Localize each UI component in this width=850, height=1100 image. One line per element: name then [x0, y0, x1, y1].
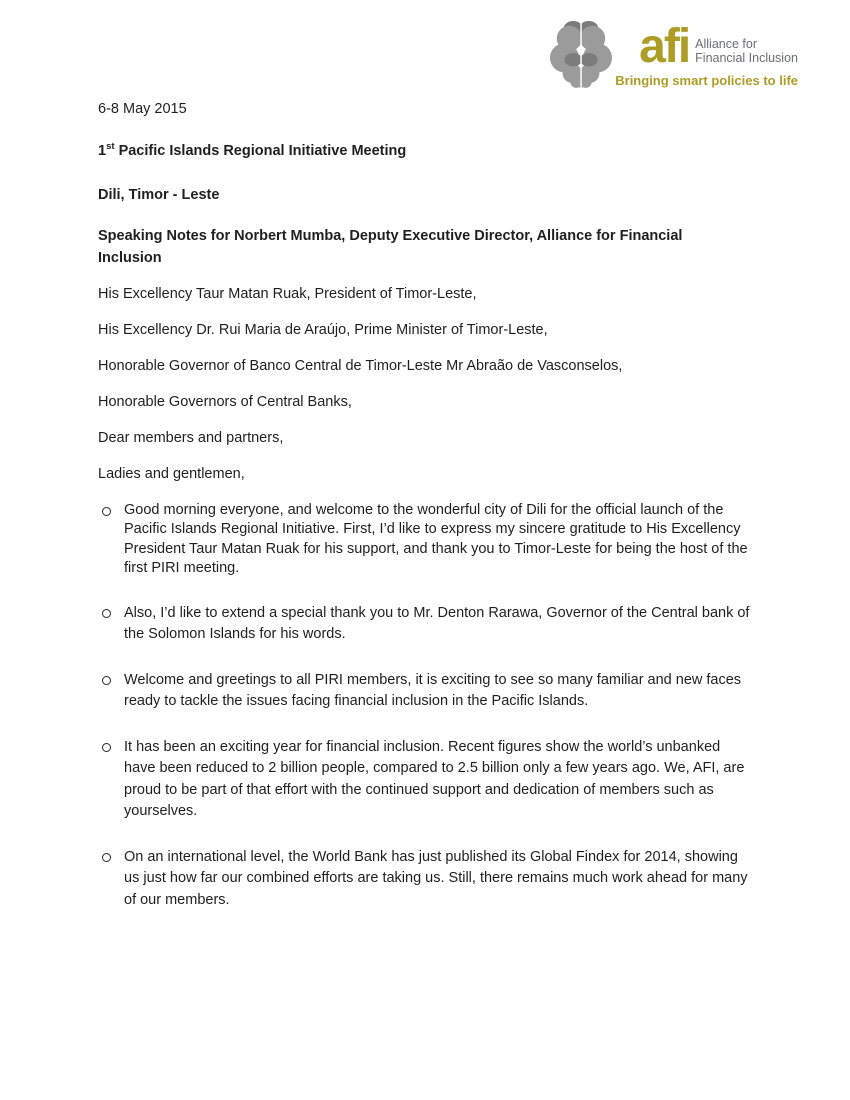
list-item: [98, 670, 754, 713]
afi-brand-wordmark: afi: [639, 20, 690, 73]
meeting-location: Dili, Timor - Leste: [98, 186, 220, 203]
meeting-date: 6-8 May 2015: [98, 101, 187, 117]
list-item: [98, 847, 754, 912]
circle-bullet-icon: [102, 609, 111, 618]
circle-bullet-icon: [102, 507, 111, 516]
salutation-line: Ladies and gentlemen,: [98, 465, 245, 482]
meeting-title-number: 1: [98, 142, 107, 159]
afi-org-name: [695, 38, 798, 65]
list-item-text: Good morning everyone, and welcome to the wonderful city of Dili for the official launch of the Pacific Islands Regional Initiative. First, I’d like to express my sincere gratitude to His Excellency President Taur Matan Ruak for his support, and thank you to Timor-Leste for being the host of the first PIRI meeting.: [124, 501, 748, 577]
list-item: [98, 501, 754, 579]
list-item: [98, 603, 754, 646]
list-item-text: Welcome and greetings to all PIRI members, it is exciting to see so many familiar and new faces ready to tackle the issues facing financial inclusion in the Pacific Islands.: [124, 671, 742, 710]
meeting-title: [98, 138, 754, 160]
circle-bullet-icon: [102, 853, 111, 862]
salutation-line: His Excellency Taur Matan Ruak, President of Timor-Leste,: [98, 285, 477, 302]
speaking-notes-list: [98, 501, 754, 912]
circle-bullet-icon: [102, 676, 111, 685]
list-item: [98, 737, 754, 823]
afi-tagline: Bringing smart policies to life: [615, 73, 798, 88]
afi-logo-mark: [549, 14, 613, 88]
list-item-text: On an international level, the World Bank has just published its Global Findex for 2014, showing us just how far our combined efforts are taking us. Still, there remains much work ahead for many of our members.: [124, 848, 748, 908]
speaking-notes-heading: Speaking Notes for Norbert Mumba, Deputy Executive Director, Alliance for Financial Inclusion: [98, 227, 683, 267]
salutation-line: Honorable Governor of Banco Central de Timor-Leste Mr Abraão de Vasconselos,: [98, 357, 623, 374]
afi-org-name-line1: Alliance for: [695, 37, 757, 51]
afi-logo: [549, 14, 798, 88]
salutation-line: Honorable Governors of Central Banks,: [98, 393, 352, 410]
list-item-text: Also, I’d like to extend a special thank you to Mr. Denton Rarawa, Governor of the Central bank of the Solomon Islands for his words.: [124, 604, 750, 643]
salutation-line: Dear members and partners,: [98, 429, 284, 446]
meeting-title-ordinal: st: [106, 141, 115, 152]
document-content: [98, 101, 754, 935]
meeting-title-text: Pacific Islands Regional Initiative Meeting: [118, 142, 407, 159]
afi-org-name-line2: Financial Inclusion: [695, 50, 798, 65]
circle-bullet-icon: [102, 743, 111, 752]
salutation-line: His Excellency Dr. Rui Maria de Araújo, Prime Minister of Timor-Leste,: [98, 321, 548, 338]
list-item-text: It has been an exciting year for financial inclusion. Recent figures show the world’s unbanked have been reduced to 2 billion people, compared to 2.5 billion only a few years ago. We, AFI, are proud to be part of that effort with the continued support and dedication of members such as yourselves.: [124, 738, 745, 820]
